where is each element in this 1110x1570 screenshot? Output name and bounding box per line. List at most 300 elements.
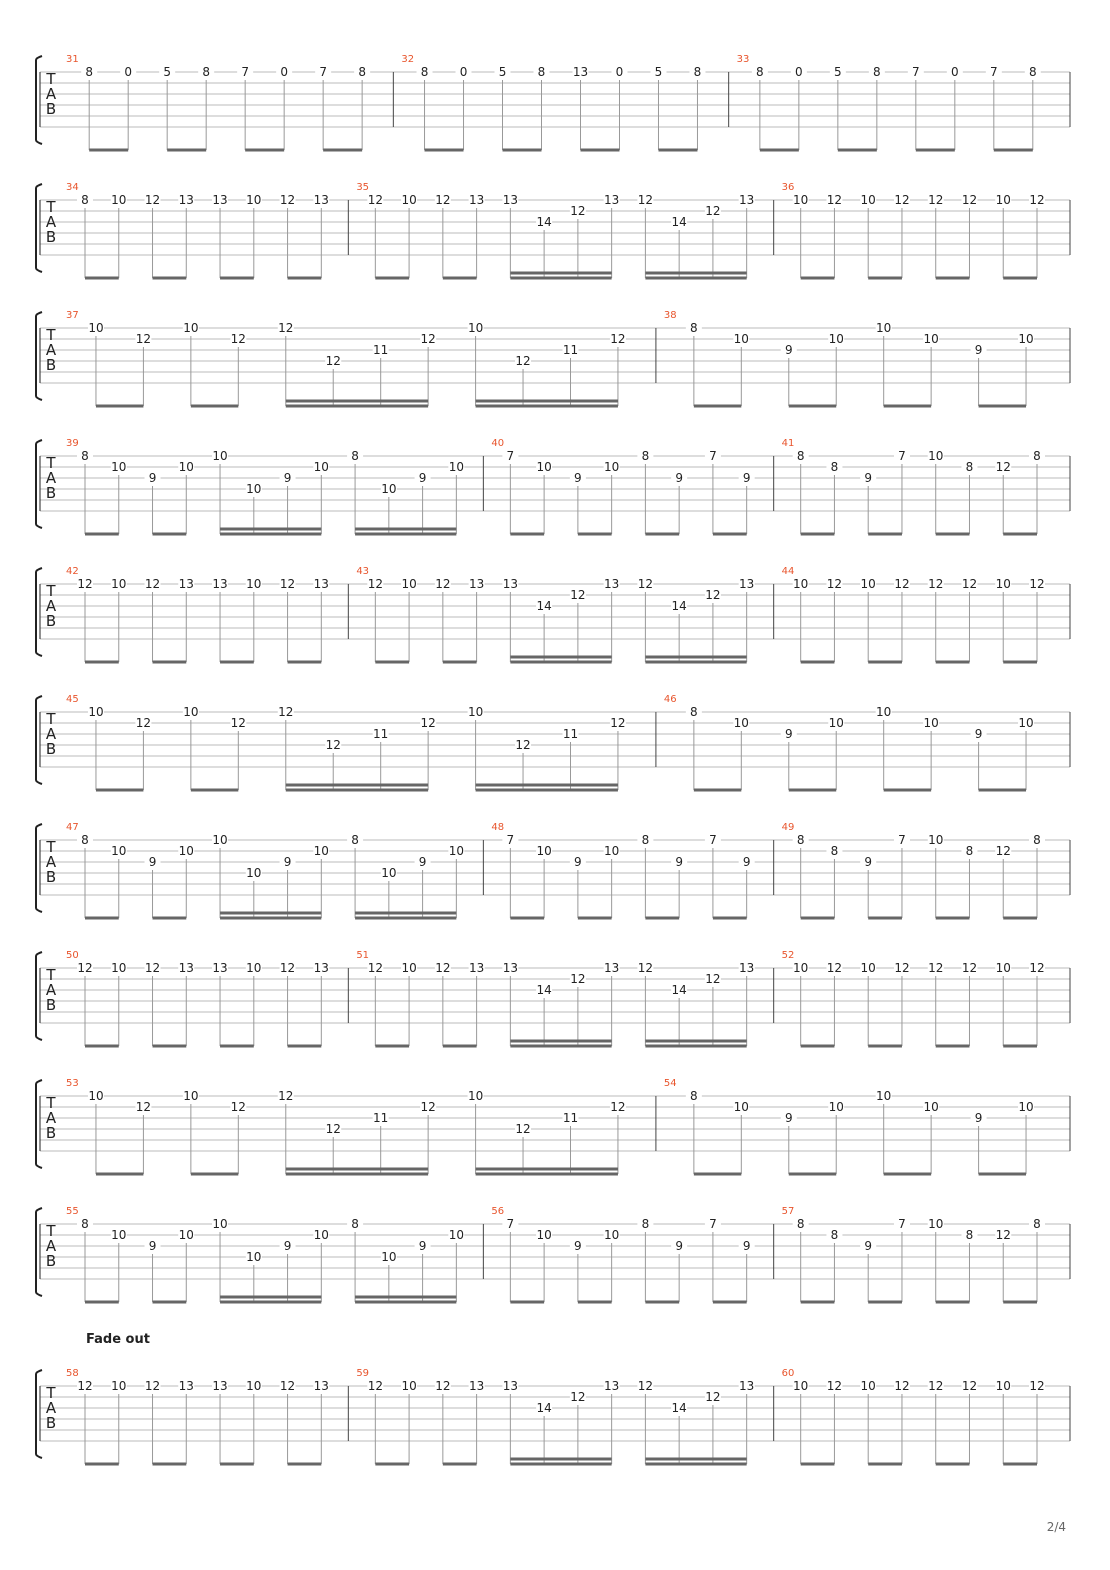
- tab-system: [36, 566, 1070, 662]
- fret-number: 10: [448, 844, 464, 858]
- fret-number: 13: [603, 1379, 620, 1393]
- fret-number: 7: [319, 65, 327, 79]
- fret-number: 10: [860, 1379, 876, 1393]
- tab-clef-letter: A: [45, 213, 57, 231]
- fret-number: 12: [135, 716, 152, 730]
- fret-number: 12: [420, 332, 436, 346]
- fret-number: 9: [864, 1239, 873, 1253]
- fret-number: 12: [435, 961, 451, 975]
- fret-number: 12: [610, 1100, 626, 1114]
- fret-number: 12: [570, 1390, 586, 1404]
- measure-number: 48: [491, 822, 505, 833]
- fret-number: 12: [325, 1122, 341, 1136]
- fret-number: 10: [733, 332, 749, 346]
- fret-number: 8: [81, 193, 89, 207]
- fret-number: 12: [325, 354, 341, 368]
- fret-number: 10: [111, 844, 127, 858]
- fret-number: 12: [637, 961, 654, 975]
- fret-number: 12: [826, 577, 843, 591]
- fret-number: 8: [796, 833, 805, 847]
- tab-clef-letter: A: [45, 1109, 57, 1127]
- fret-number: 12: [705, 972, 721, 986]
- measure-number: 57: [781, 1206, 795, 1217]
- measure-number: 45: [66, 694, 79, 705]
- measure-number: 52: [781, 950, 795, 961]
- fret-number: 10: [246, 482, 262, 496]
- measure-number: 55: [66, 1206, 79, 1217]
- tab-clef-letter: B: [45, 996, 57, 1014]
- fret-number: 12: [570, 972, 586, 986]
- fret-number: 13: [313, 577, 329, 591]
- fret-number: 9: [283, 1239, 292, 1253]
- fret-number: 10: [995, 193, 1011, 207]
- system-bracket: [36, 824, 42, 912]
- measure-number: 58: [66, 1368, 79, 1379]
- fret-number: 8: [202, 65, 210, 79]
- fret-number: 8: [796, 1217, 805, 1231]
- fret-number: 12: [515, 354, 531, 368]
- fret-number: 12: [570, 588, 586, 602]
- fret-number: 13: [178, 193, 194, 207]
- fret-number: 10: [733, 1100, 749, 1114]
- fret-number: 14: [671, 215, 687, 229]
- fret-number: 0: [280, 65, 288, 79]
- fret-number: 10: [793, 193, 809, 207]
- fret-number: 12: [961, 193, 978, 207]
- fret-number: 8: [690, 705, 698, 719]
- fret-number: 0: [795, 65, 803, 79]
- fret-number: 13: [313, 193, 329, 207]
- fret-number: 10: [467, 321, 484, 335]
- fret-number: 12: [144, 193, 161, 207]
- fret-number: 8: [1033, 833, 1041, 847]
- fret-number: 7: [506, 449, 515, 463]
- fret-number: 12: [826, 193, 843, 207]
- fret-number: 12: [705, 588, 721, 602]
- measure-number: 31: [66, 54, 79, 65]
- fret-number: 9: [148, 471, 157, 485]
- system-bracket: [36, 56, 42, 144]
- fret-number: 12: [279, 577, 296, 591]
- tab-system: [36, 694, 1070, 790]
- fret-number: 10: [923, 1100, 939, 1114]
- tab-system: [36, 182, 1070, 278]
- fret-number: 10: [246, 866, 262, 880]
- fret-number: 10: [212, 1217, 228, 1231]
- fret-number: 8: [796, 449, 805, 463]
- fret-number: 9: [784, 343, 793, 357]
- fret-number: 10: [246, 577, 262, 591]
- fret-number: 10: [793, 577, 809, 591]
- tab-system: [36, 1078, 1070, 1174]
- fret-number: 8: [1033, 1217, 1041, 1231]
- fret-number: 12: [367, 961, 383, 975]
- fret-number: 10: [183, 321, 199, 335]
- measure-number: 35: [356, 182, 370, 193]
- fret-number: 12: [367, 1379, 383, 1393]
- fret-number: 12: [230, 716, 246, 730]
- measure-number: 44: [781, 566, 795, 577]
- fret-number: 12: [928, 577, 944, 591]
- fret-number: 10: [178, 460, 194, 474]
- tab-clef-letter: T: [46, 454, 56, 472]
- system-bracket: [36, 568, 42, 656]
- fret-number: 12: [77, 1379, 93, 1393]
- measure-number: 49: [781, 822, 795, 833]
- fret-number: 10: [401, 1379, 417, 1393]
- fret-number: 8: [965, 844, 974, 858]
- fret-number: 12: [1029, 577, 1045, 591]
- fret-number: 12: [435, 193, 451, 207]
- fret-number: 11: [562, 1111, 579, 1125]
- fret-number: 10: [111, 193, 127, 207]
- fret-number: 13: [502, 961, 519, 975]
- fret-number: 13: [178, 577, 194, 591]
- measure-number: 46: [663, 694, 677, 705]
- tab-clef-letter: B: [45, 228, 57, 246]
- fret-number: 5: [498, 65, 507, 79]
- fret-number: 10: [876, 321, 892, 335]
- fret-number: 9: [742, 1239, 751, 1253]
- fret-number: 11: [373, 343, 389, 357]
- measure-number: 36: [781, 182, 795, 193]
- fret-number: 8: [358, 65, 366, 79]
- fret-number: 8: [81, 1217, 89, 1231]
- fret-number: 12: [928, 193, 944, 207]
- measure-number: 40: [491, 438, 505, 449]
- fret-number: 10: [246, 1250, 262, 1264]
- fret-number: 12: [278, 705, 294, 719]
- fret-number: 13: [313, 961, 329, 975]
- fret-number: 9: [148, 855, 157, 869]
- fret-number: 10: [313, 460, 329, 474]
- fret-number: 12: [637, 1379, 654, 1393]
- fret-number: 11: [373, 1111, 389, 1125]
- fret-number: 10: [313, 1228, 329, 1242]
- fret-number: 10: [536, 844, 552, 858]
- fret-number: 14: [671, 1401, 687, 1415]
- fret-number: 10: [111, 961, 127, 975]
- fret-number: 12: [705, 204, 721, 218]
- fret-number: 10: [212, 449, 228, 463]
- fret-number: 0: [951, 65, 959, 79]
- fret-number: 12: [279, 193, 296, 207]
- fret-number: 8: [1033, 449, 1041, 463]
- fret-number: 10: [603, 844, 620, 858]
- tab-clef-letter: T: [46, 710, 56, 728]
- fret-number: 10: [467, 705, 484, 719]
- fret-number: 14: [671, 983, 687, 997]
- measure-number: 43: [356, 566, 370, 577]
- fret-number: 12: [826, 961, 843, 975]
- fade-out-annotation: Fade out: [86, 1332, 150, 1347]
- fret-number: 10: [212, 833, 228, 847]
- fret-number: 10: [246, 1379, 262, 1393]
- fret-number: 12: [325, 738, 341, 752]
- fret-number: 10: [381, 866, 397, 880]
- fret-number: 10: [111, 577, 127, 591]
- tab-clef-letter: B: [45, 484, 57, 502]
- fret-number: 10: [178, 844, 194, 858]
- fret-number: 0: [459, 65, 468, 79]
- fret-number: 0: [124, 65, 133, 79]
- fret-number: 12: [894, 577, 910, 591]
- fret-number: 7: [898, 1217, 906, 1231]
- fret-number: 8: [85, 65, 94, 79]
- fret-number: 10: [111, 1228, 127, 1242]
- tab-system: [36, 1368, 1070, 1464]
- fret-number: 13: [212, 193, 228, 207]
- fret-number: 8: [873, 65, 881, 79]
- fret-number: 10: [828, 332, 844, 346]
- fret-number: 13: [502, 1379, 519, 1393]
- fret-number: 12: [637, 193, 654, 207]
- fret-number: 10: [88, 321, 104, 335]
- tab-clef-letter: T: [46, 326, 56, 344]
- fret-number: 0: [615, 65, 624, 79]
- tab-system: [36, 822, 1070, 918]
- tab-clef-letter: T: [46, 838, 56, 856]
- fret-number: 8: [830, 1228, 839, 1242]
- fret-number: 10: [860, 193, 876, 207]
- fret-number: 10: [995, 1379, 1011, 1393]
- fret-number: 5: [163, 65, 171, 79]
- fret-number: 12: [135, 332, 152, 346]
- fret-number: 7: [709, 1217, 717, 1231]
- page-number: 2/4: [1046, 1520, 1066, 1534]
- fret-number: 12: [570, 204, 586, 218]
- fret-number: 13: [739, 577, 755, 591]
- fret-number: 12: [894, 961, 910, 975]
- fret-number: 11: [562, 727, 579, 741]
- fret-number: 10: [928, 449, 944, 463]
- fret-number: 8: [641, 1217, 650, 1231]
- fret-number: 10: [88, 705, 104, 719]
- fret-number: 12: [435, 1379, 451, 1393]
- fret-number: 10: [995, 577, 1011, 591]
- fret-number: 8: [81, 833, 89, 847]
- fret-number: 12: [278, 1089, 294, 1103]
- fret-number: 9: [574, 471, 582, 485]
- fret-number: 13: [178, 961, 194, 975]
- measure-number: 34: [66, 182, 79, 193]
- fret-number: 13: [468, 193, 485, 207]
- fret-number: 13: [739, 961, 755, 975]
- tab-clef-letter: A: [45, 597, 57, 615]
- fret-number: 12: [995, 844, 1011, 858]
- fret-number: 10: [733, 716, 749, 730]
- fret-number: 7: [912, 65, 920, 79]
- fret-number: 13: [468, 961, 485, 975]
- tab-clef-letter: T: [46, 70, 56, 88]
- measure-number: 56: [491, 1206, 505, 1217]
- fret-number: 10: [381, 482, 397, 496]
- fret-number: 10: [111, 1379, 127, 1393]
- fret-number: 12: [367, 193, 383, 207]
- fret-number: 8: [1028, 65, 1037, 79]
- measure-number: 41: [781, 438, 795, 449]
- fret-number: 14: [536, 215, 552, 229]
- fret-number: 10: [448, 1228, 464, 1242]
- fret-number: 11: [562, 343, 579, 357]
- fret-number: 7: [709, 449, 717, 463]
- system-bracket: [36, 952, 42, 1040]
- fret-number: 8: [690, 321, 698, 335]
- measure-number: 33: [736, 54, 750, 65]
- fret-number: 12: [144, 577, 161, 591]
- fret-number: 9: [864, 471, 873, 485]
- fret-number: 12: [420, 1100, 436, 1114]
- measure-number: 32: [401, 54, 415, 65]
- fret-number: 14: [536, 599, 552, 613]
- fret-number: 10: [381, 1250, 397, 1264]
- fret-number: 9: [675, 471, 683, 485]
- measure-number: 39: [66, 438, 79, 449]
- measure-number: 53: [66, 1078, 79, 1089]
- fret-number: 12: [1029, 193, 1045, 207]
- tab-system: [36, 310, 1070, 406]
- fret-number: 10: [860, 961, 876, 975]
- tab-clef-letter: B: [45, 356, 57, 374]
- fret-number: 7: [506, 1217, 515, 1231]
- fret-number: 12: [705, 1390, 721, 1404]
- system-bracket: [36, 696, 42, 784]
- fret-number: 12: [961, 1379, 978, 1393]
- fret-number: 10: [1018, 332, 1034, 346]
- fret-number: 12: [279, 961, 296, 975]
- fret-number: 13: [502, 577, 519, 591]
- tab-system: [36, 438, 1070, 534]
- fret-number: 12: [420, 716, 436, 730]
- fret-number: 12: [367, 577, 383, 591]
- fret-number: 9: [784, 727, 793, 741]
- tab-clef-letter: T: [46, 1222, 56, 1240]
- fret-number: 8: [81, 449, 89, 463]
- measure-number: 60: [781, 1368, 795, 1379]
- measure-number: 42: [66, 566, 79, 577]
- fret-number: 10: [401, 193, 417, 207]
- fret-number: 12: [230, 1100, 246, 1114]
- fret-number: 10: [1018, 1100, 1034, 1114]
- fret-number: 10: [246, 961, 262, 975]
- fret-number: 12: [961, 961, 978, 975]
- fret-number: 13: [212, 577, 228, 591]
- fret-number: 8: [965, 460, 974, 474]
- fret-number: 10: [603, 1228, 620, 1242]
- tab-system: [36, 1206, 1070, 1302]
- fret-number: 12: [1029, 961, 1045, 975]
- tab-clef-letter: T: [46, 1094, 56, 1112]
- fret-number: 13: [603, 193, 620, 207]
- fret-number: 8: [690, 1089, 698, 1103]
- fret-number: 7: [506, 833, 515, 847]
- system-bracket: [36, 1080, 42, 1168]
- fret-number: 12: [826, 1379, 843, 1393]
- fret-number: 12: [435, 577, 451, 591]
- fret-number: 10: [793, 1379, 809, 1393]
- fret-number: 12: [995, 1228, 1011, 1242]
- fret-number: 9: [418, 855, 427, 869]
- fret-number: 13: [212, 961, 228, 975]
- fret-number: 12: [135, 1100, 152, 1114]
- fret-number: 12: [961, 577, 978, 591]
- fret-number: 10: [448, 460, 464, 474]
- fret-number: 9: [974, 727, 983, 741]
- fret-number: 14: [671, 599, 687, 613]
- fret-number: 9: [283, 855, 292, 869]
- fret-number: 9: [418, 1239, 427, 1253]
- tab-clef-letter: A: [45, 853, 57, 871]
- fret-number: 9: [418, 471, 427, 485]
- tab-clef-letter: B: [45, 1252, 57, 1270]
- fret-number: 9: [742, 855, 751, 869]
- fret-number: 12: [1029, 1379, 1045, 1393]
- fret-number: 10: [876, 1089, 892, 1103]
- measure-number: 51: [356, 950, 370, 961]
- fret-number: 14: [536, 1401, 552, 1415]
- system-bracket: [36, 312, 42, 400]
- fret-number: 9: [148, 1239, 157, 1253]
- fret-number: 7: [898, 833, 906, 847]
- fret-number: 10: [828, 1100, 844, 1114]
- fret-number: 8: [830, 844, 839, 858]
- fret-number: 10: [111, 460, 127, 474]
- fret-number: 10: [178, 1228, 194, 1242]
- fret-number: 12: [637, 577, 654, 591]
- fret-number: 13: [739, 193, 755, 207]
- fret-number: 13: [468, 577, 485, 591]
- fret-number: 8: [641, 449, 650, 463]
- fret-number: 10: [467, 1089, 484, 1103]
- fret-number: 10: [246, 193, 262, 207]
- fret-number: 7: [241, 65, 249, 79]
- fret-number: 13: [603, 577, 620, 591]
- fret-number: 13: [212, 1379, 228, 1393]
- measure-number: 47: [66, 822, 79, 833]
- fret-number: 12: [515, 738, 531, 752]
- fret-number: 10: [995, 961, 1011, 975]
- fret-number: 8: [641, 833, 650, 847]
- fret-number: 10: [923, 332, 939, 346]
- fret-number: 13: [739, 1379, 755, 1393]
- fret-number: 10: [313, 844, 329, 858]
- tab-clef-letter: A: [45, 469, 57, 487]
- measure-number: 54: [663, 1078, 677, 1089]
- fret-number: 12: [995, 460, 1011, 474]
- tab-clef-letter: B: [45, 100, 57, 118]
- fret-number: 14: [536, 983, 552, 997]
- fret-number: 9: [974, 1111, 983, 1125]
- fret-number: 12: [279, 1379, 296, 1393]
- fret-number: 13: [178, 1379, 194, 1393]
- fret-number: 10: [1018, 716, 1034, 730]
- fret-number: 10: [183, 1089, 199, 1103]
- tab-clef-letter: B: [45, 868, 57, 886]
- fret-number: 12: [144, 961, 161, 975]
- tab-clef-letter: A: [45, 341, 57, 359]
- fret-number: 10: [876, 705, 892, 719]
- fret-number: 7: [898, 449, 906, 463]
- tab-clef-letter: A: [45, 1399, 57, 1417]
- tab-clef-letter: T: [46, 966, 56, 984]
- tab-clef-letter: T: [46, 1384, 56, 1402]
- tab-clef-letter: A: [45, 85, 57, 103]
- tab-clef-letter: B: [45, 1414, 57, 1432]
- fret-number: 9: [574, 1239, 582, 1253]
- fret-number: 7: [709, 833, 717, 847]
- tab-clef-letter: A: [45, 981, 57, 999]
- fret-number: 9: [974, 343, 983, 357]
